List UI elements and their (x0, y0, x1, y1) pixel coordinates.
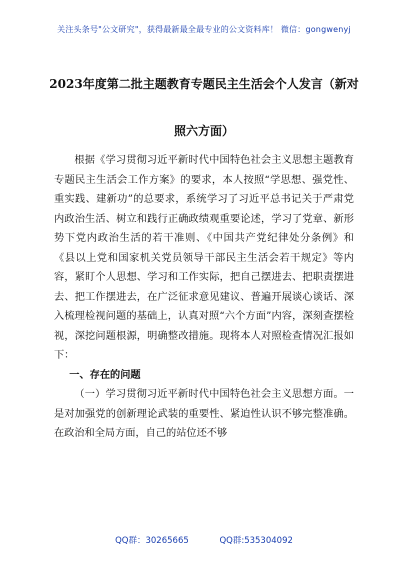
problem-paragraph-1: （一）学习贯彻习近平新时代中国特色社会主义思想方面。一是对加强党的创新理论武装的重要性、紧迫性认识不够完整准确。在政治和全局方面，自己的站位还不够 (54, 389, 354, 439)
footer-qq-group-2: QQ群:535304092 (219, 536, 293, 546)
intro-paragraph: 根据《学习贯彻习近平新时代中国特色社会主义思想主题教育专题民主生活会工作方案》的要求，本人按照“学思想、强党性、重实践、建新功”的总要求，系统学习了习近平总书记关于严肃党内政治生活、树立和践行正确政绩观重要论述，学习了党章、新形势下党内政治生活的若干准则、《中国共产党纪律处分条例》和《县以上党和国家机关党员领导干部民主生活会若干规定》等内容，紧盯个人思想、学习和工作实际，把自己摆进去、把职责摆进去、把工作摆进去，在广泛征求意见建议、普遍开展谈心谈话、深入梳理检视问题的基础上，认真对照“六个方面”内容，深刻查摆检视，深挖问题根源，明确整改措施。现将本人对照检查情况汇报如下： (54, 155, 354, 361)
section-heading-problems: 一、存在的问题 (69, 368, 141, 381)
document-body (54, 151, 354, 444)
document-title-line-1: 2023年度第二批主题教育专题民主生活会个人发言（新对 (49, 77, 359, 91)
document-title-line-2: 照六方面） (173, 124, 234, 138)
footer-qq-group-1: QQ群：30265665 (115, 536, 189, 546)
footer-contact (0, 534, 408, 546)
header-watermark-note: 关注头条号"公文研究"，获得最新最全最专业的公文资料库！ 微信：gongwenyj (57, 25, 351, 34)
